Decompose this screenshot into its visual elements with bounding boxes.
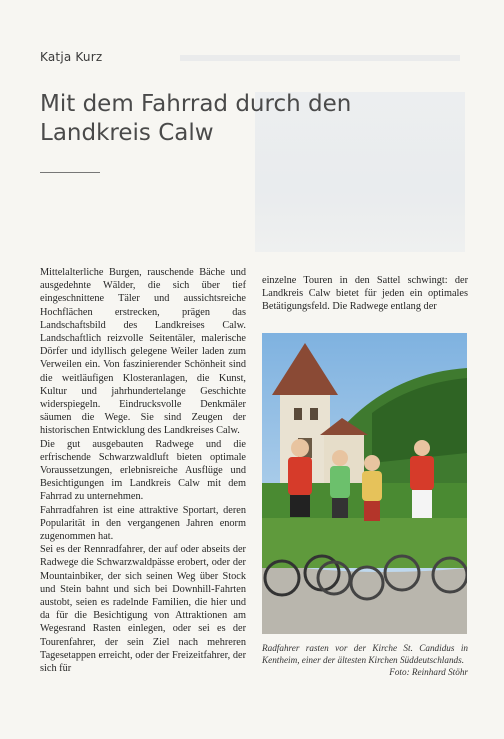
paragraph-3: Fahrradfahren ist eine attraktive Sportart, deren Popularität in den vergangenen Jahren enorm zugenommen hat. [40,504,246,543]
caption-text: Radfahrer rasten vor der Kirche St. Candidus in Kentheim, einer der ältesten Kirchen Süddeutschlands. [262,643,468,666]
left-column [40,266,246,675]
photo-illustration [262,333,467,634]
photo-credit: Foto: Reinhard Stöhr [389,667,468,678]
paragraph-1: Mittelalterliche Burgen, rauschende Bäche und ausgedehnte Wälder, die sich über tief eingeschnittene Täler und aussichtsreiche Hochflächen erstrecken, prägen das Landschaftsbild des Landkreises Calw. Landschaftlich reizvolle Seitentäler, malerische Dörfer und idyllisch gelegene Weiler laden zum Verweilen ein. Von faszinierender Schönheit sind die weitläufigen Klosteranlagen, die Kunst, Kultur und jahrhundertelange Geschichte widerspiegeln. Eindrucksvolle Denkmäler säumen die Wege. Sie sind Zeugen der historischen Entwicklung des Landkreises Calw. [40,267,246,437]
caption-credit-line [262,666,468,678]
photo-caption [262,642,468,679]
article-title: Mit dem Fahrrad durch den Landkreis Calw [40,91,352,146]
author-name: Katja Kurz [40,50,103,64]
paragraph-continued: einzelne Touren in den Sattel schwingt: der Landkreis Calw bietet für jeden ein optimales Betätigungsfeld. Die Radwege entlang der [262,275,468,313]
title-rule [40,172,100,173]
paragraph-4: Sei es der Rennradfahrer, der auf oder abseits der Radwege die Schwarzwaldpässe erobert, oder der Mountainbiker, der sich seinen Weg über Stock und Stein bahnt und sich bei Downhill-Fahrten austobt, seien es radelnde Familien, die hier und da für die Besichtigung von Attraktionen am Wegesrand Rasten einlegen, oder sei es der Tourenfahrer, der sein Ziel nach mehreren Tagesetappen erreicht, oder der Freizeitfahrer, der sich für [40,544,246,675]
paragraph-2: Die gut ausgebauten Radwege und die erfrischende Schwarzwaldluft bieten optimale Voraussetzungen, erlebnisreiche Ausflüge und Besichtigungen im Landkreis Calw mit dem Fahrrad zu unternehmen. [40,438,246,503]
right-column-text [262,274,468,314]
bleed-through-line [180,55,460,61]
cyclists-church-photo [262,333,467,634]
